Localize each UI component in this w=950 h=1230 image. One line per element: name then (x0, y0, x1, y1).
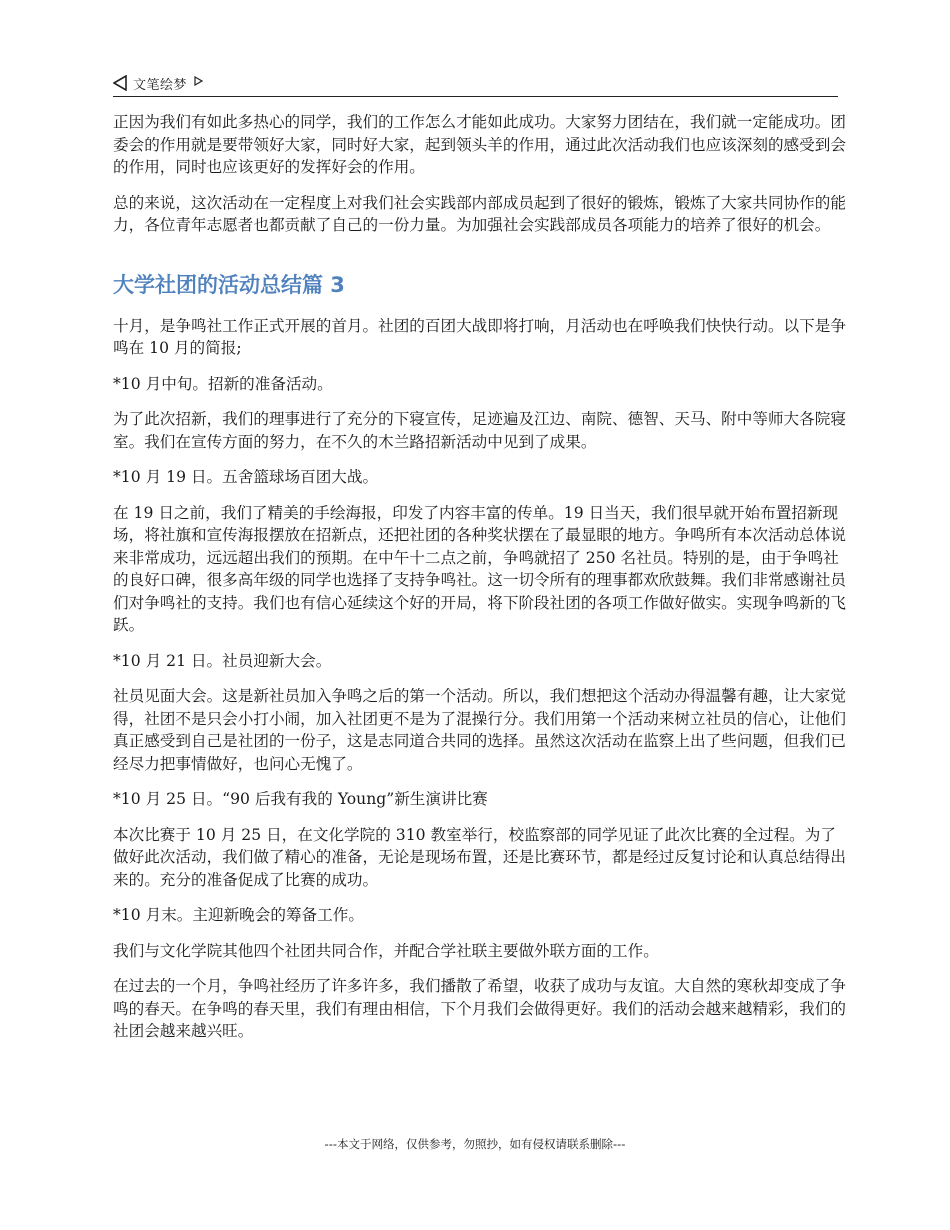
paragraph: 正因为我们有如此多热心的同学，我们的工作怎么才能如此成功。大家努力团结在，我们就一定能成功。团委会的作用就是要带领好大家，同时好大家，起到领头羊的作用，通过此次活动我们也应该深刻的感受到会的作用，同时也应该更好的发挥好会的作用。 (113, 113, 846, 176)
page-header (113, 70, 838, 97)
paragraph: 在 19 日之前，我们了精美的手绘海报，印发了内容丰富的传单。19 日当天，我们很早就开始布置招新现场，将社旗和宣传海报摆放在招新点，还把社团的各种奖状摆在了最显眼的地方。争鸣所有本次活动总体说来非常成功，远远超出我们的预期。在中午十二点之前，争鸣就招了 250 名社员。特别的是，由于争鸣社的良好口碑，很多高年级的同学也选择了支持争鸣社。这一切令所有的理事都欢欣鼓舞。我们非常感谢社员们对争鸣社的支持。我们也有信心延续这个好的开局，将下阶段社团的各项工作做好做实。实现争鸣新的飞跃。 (113, 503, 846, 634)
triangle-left-icon (113, 75, 127, 91)
paragraph: *10 月 19 日。五舍篮球场百团大战。 (113, 468, 379, 486)
paragraph: *10 月末。主迎新晚会的筹备工作。 (113, 906, 364, 924)
paragraph: 十月，是争鸣社工作正式开展的首月。社团的百团大战即将打响，月活动也在呼唤我们快快行动。以下是争鸣在 10 月的简报; (113, 316, 846, 357)
logo (113, 72, 203, 94)
paragraph: 我们与文化学院其他四个社团共同合作，并配合学社联主要做外联方面的工作。 (113, 941, 659, 960)
logo-text: 文笔绘梦 (133, 77, 188, 93)
paragraph: 为了此次招新，我们的理事进行了充分的下寝宣传，足迹遍及江边、南院、德智、天马、附中等师大各院寝室。我们在宣传方面的努力，在不久的木兰路招新活动中见到了成果。 (113, 410, 846, 451)
document-body (113, 111, 850, 1056)
paragraph: *10 月 21 日。社员迎新大会。 (113, 651, 332, 670)
paragraph: 本次比赛于 10 月 25 日，在文化学院的 310 教室举行，校监察部的同学见证了此次比赛的全过程。为了做好此次活动，我们做了精心的准备，无论是现场布置，还是比赛环节，都是经过反复讨论和认真总结得出来的。充分的准备促成了比赛的成功。 (113, 825, 846, 889)
paragraph: *10 月中旬。招新的准备活动。 (113, 374, 333, 393)
triangle-right-icon (194, 76, 203, 86)
paragraph: *10 月 25 日。“90 后我有我的 Young”新生演讲比赛 (113, 790, 488, 808)
paragraph: 总的来说，这次活动在一定程度上对我们社会实践部内部成员起到了很好的锻炼，锻炼了大家共同协作的能力，各位青年志愿者也都贡献了自己的一份力量。为加强社会实践部成员各项能力的培养了很好的机会。 (113, 193, 846, 234)
paragraph: 社员见面大会。这是新社员加入争鸣之后的第一个活动。所以，我们想把这个活动办得温馨有趣，让大家觉得，社团不是只会小打小闹，加入社团更不是为了混操行分。我们用第一个活动来树立社员的信心，让他们真正感受到自己是社团的一份子，这是志同道合共同的选择。虽然这次活动在监察上出了些问题，但我们已经尽力把事情做好，也问心无愧了。 (113, 687, 846, 773)
section-title: 大学社团的活动总结篇 3 (113, 272, 345, 297)
paragraph: 在过去的一个月，争鸣社经历了许多许多，我们播散了希望，收获了成功与友谊。大自然的寒秋却变成了争鸣的春天。在争鸣的春天里，我们有理由相信，下个月我们会做得更好。我们的活动会越来越精彩，我们的社团会越来越兴旺。 (113, 977, 846, 1040)
page-footer: ---本文于网络，仅供参考，勿照抄，如有侵权请联系删除--- (324, 1137, 626, 1151)
